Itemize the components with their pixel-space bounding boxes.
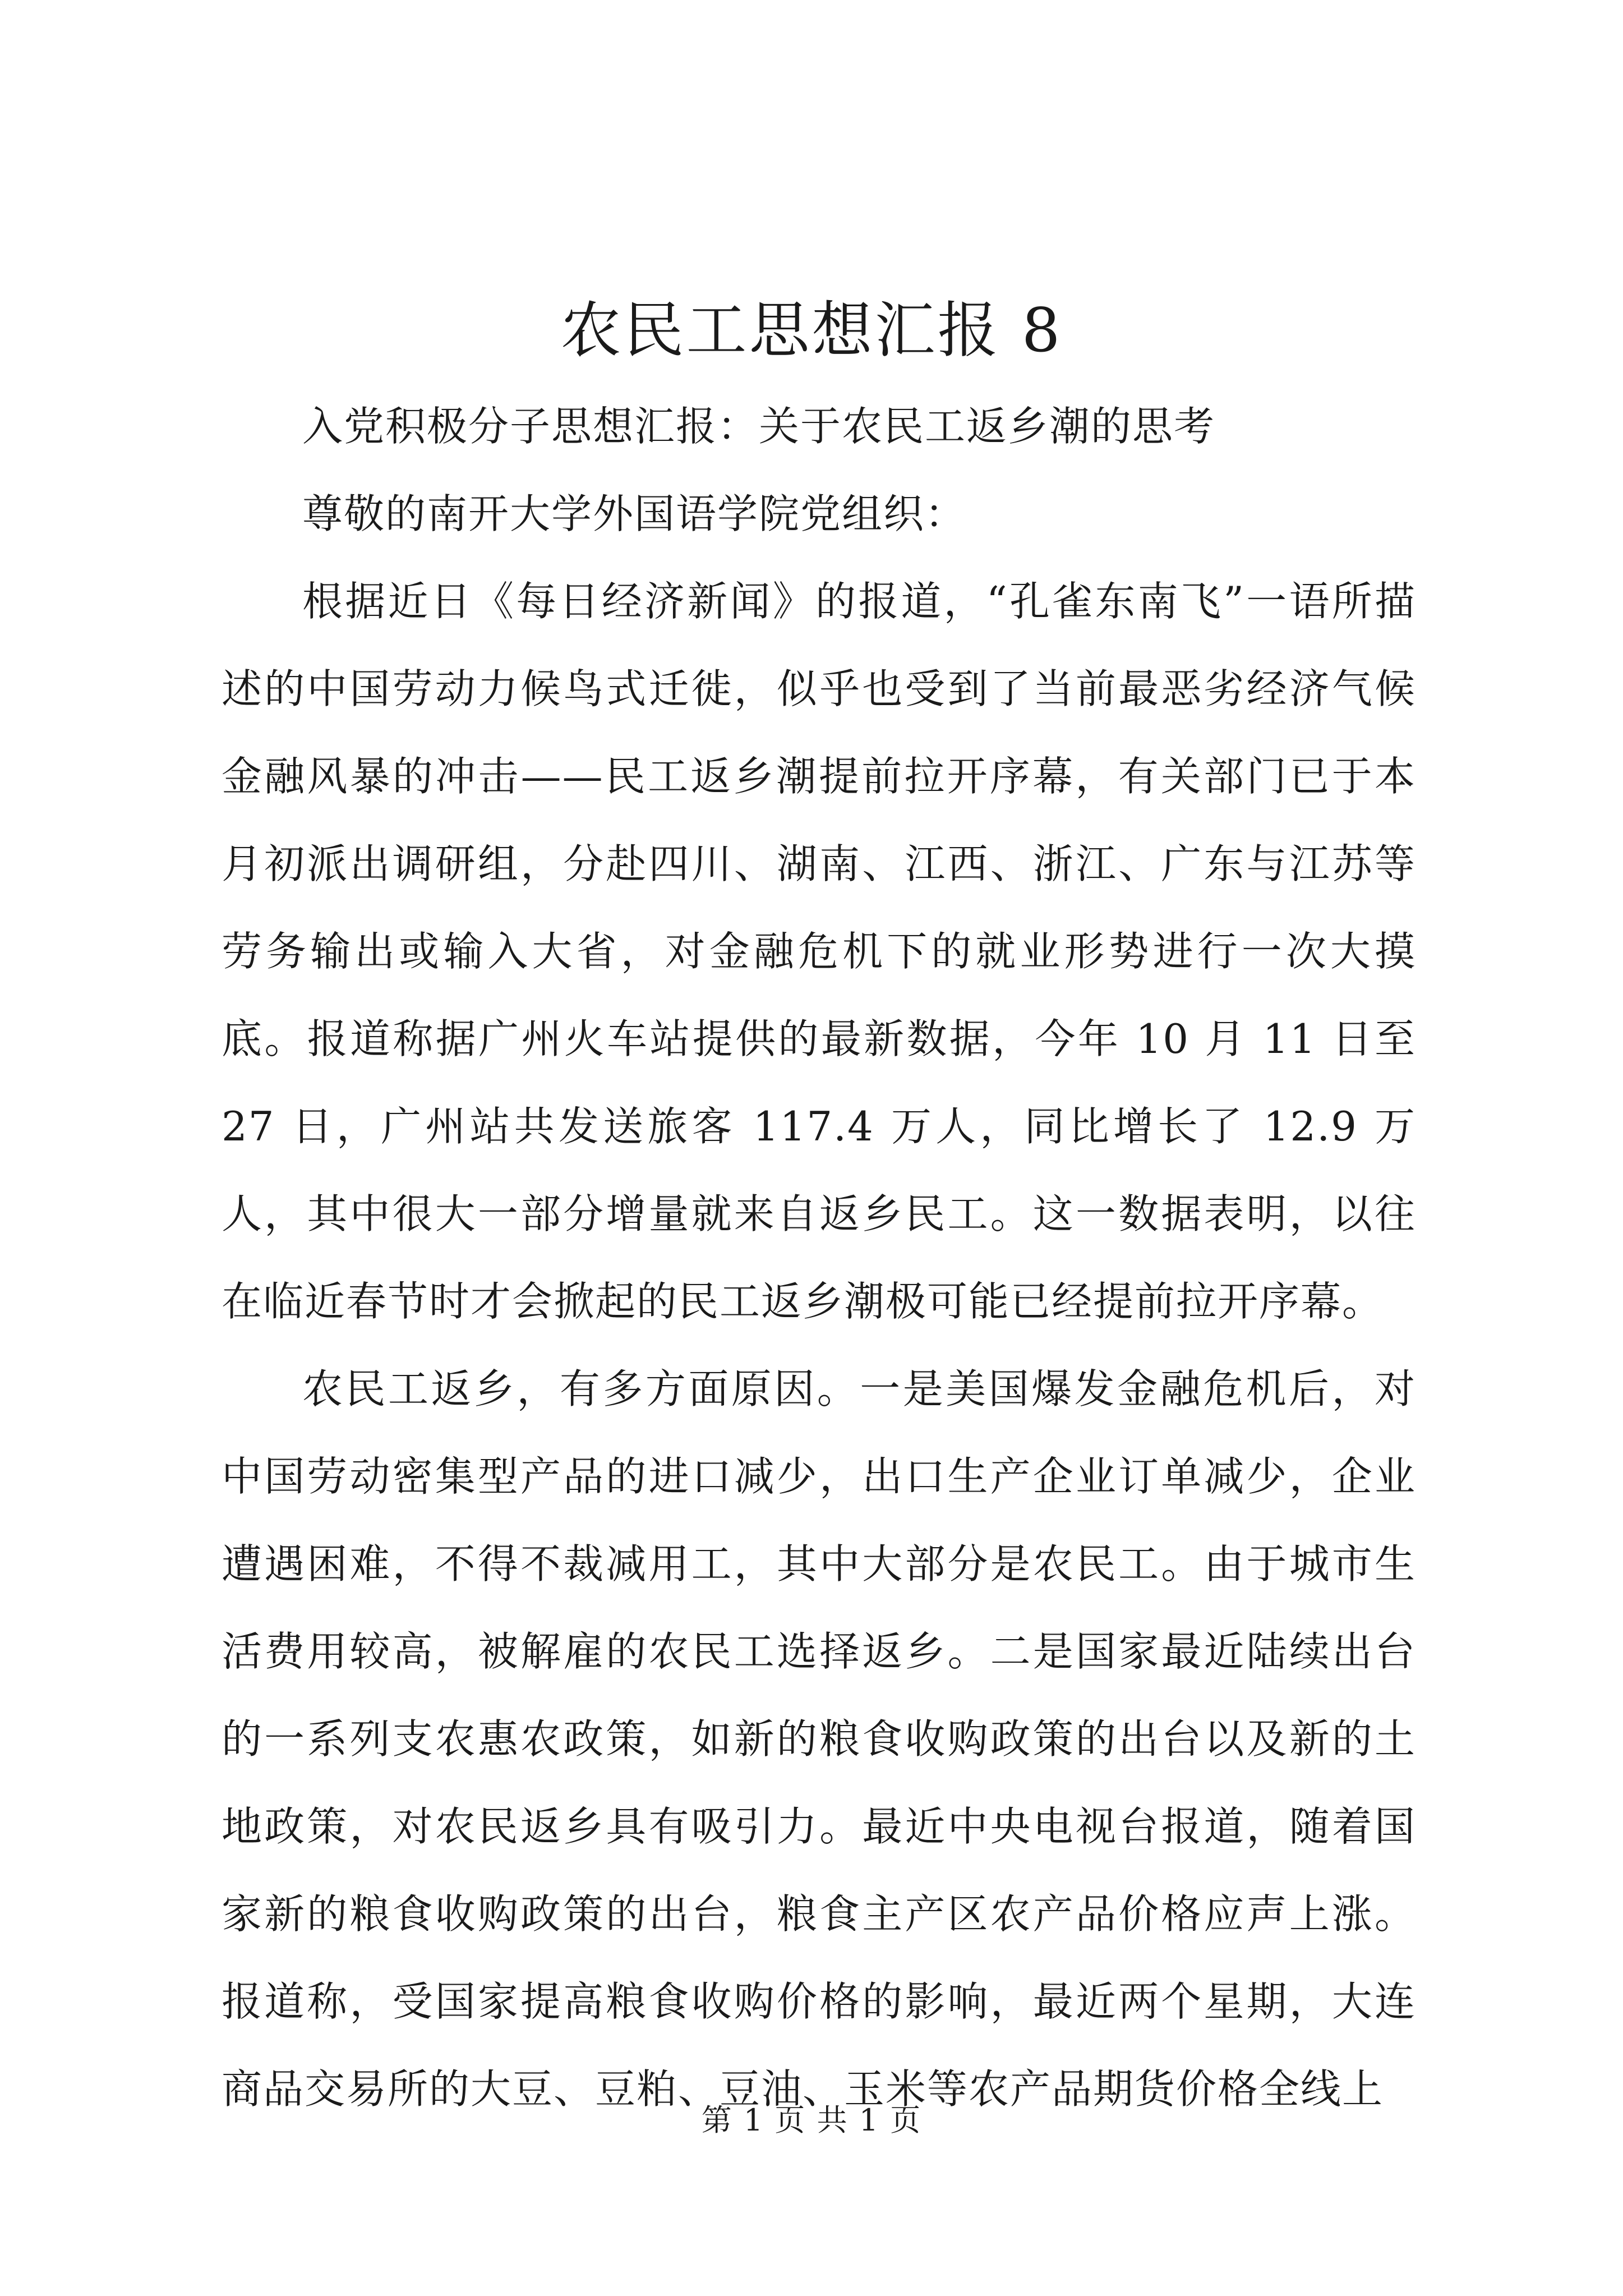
paragraph-body: 根据近日《每日经济新闻》的报道，“孔雀东南飞”一语所描述的中国劳动力候鸟式迁徙，似乎也受到了当前最恶劣经济气候金融风暴的冲击——民工返乡潮提前拉开序幕，有关部门已于本月初派出调研组，分赴四川、湖南、江西、浙江、广东与江苏等劳务输出或输入大省，对金融危机下的就业形势进行一次大摸底。报道称据广州火车站提供的最新数据，今年 10 月 11 日至 27 日，广州站共发送旅客 117.4 万人，同比增长了 12.9 万人，其中很大一部分增量就来自返乡民工。这一数据表明，以往在临近春节时才会掀起的民工返乡潮极可能已经提前拉开序幕。 bbox=[222, 578, 1416, 1325]
paragraph-salutation: 尊敬的南开大学外国语学院党组织： bbox=[302, 490, 967, 537]
document-body bbox=[222, 383, 1416, 2133]
paragraph-subtitle: 入党积极分子思想汇报：关于农民工返乡潮的思考 bbox=[302, 403, 1216, 450]
paragraph-body: 农民工返乡，有多方面原因。一是美国爆发金融危机后，对中国劳动密集型产品的进口减少，出口生产企业订单减少，企业遭遇困难，不得不裁减用工，其中大部分是农民工。由于城市生活费用较高，被解雇的农民工选择返乡。二是国家最近陆续出台的一系列支农惠农政策，如新的粮食收购政策的出台以及新的土地政策，对农民返乡具有吸引力。最近中央电视台报道，随着国家新的粮食收购政策的出台，粮食主产区农产品价格应声上涨。报道称，受国家提高粮食收购价格的影响，最近两个星期，大连商品交易所的大豆、豆粕、豆油、玉米等农产品期货价格全线上 bbox=[222, 1365, 1416, 2113]
page-footer: 第 1 页 共 1 页 bbox=[701, 2102, 922, 2138]
document-title: 农民工思想汇报 8 bbox=[560, 296, 1063, 366]
